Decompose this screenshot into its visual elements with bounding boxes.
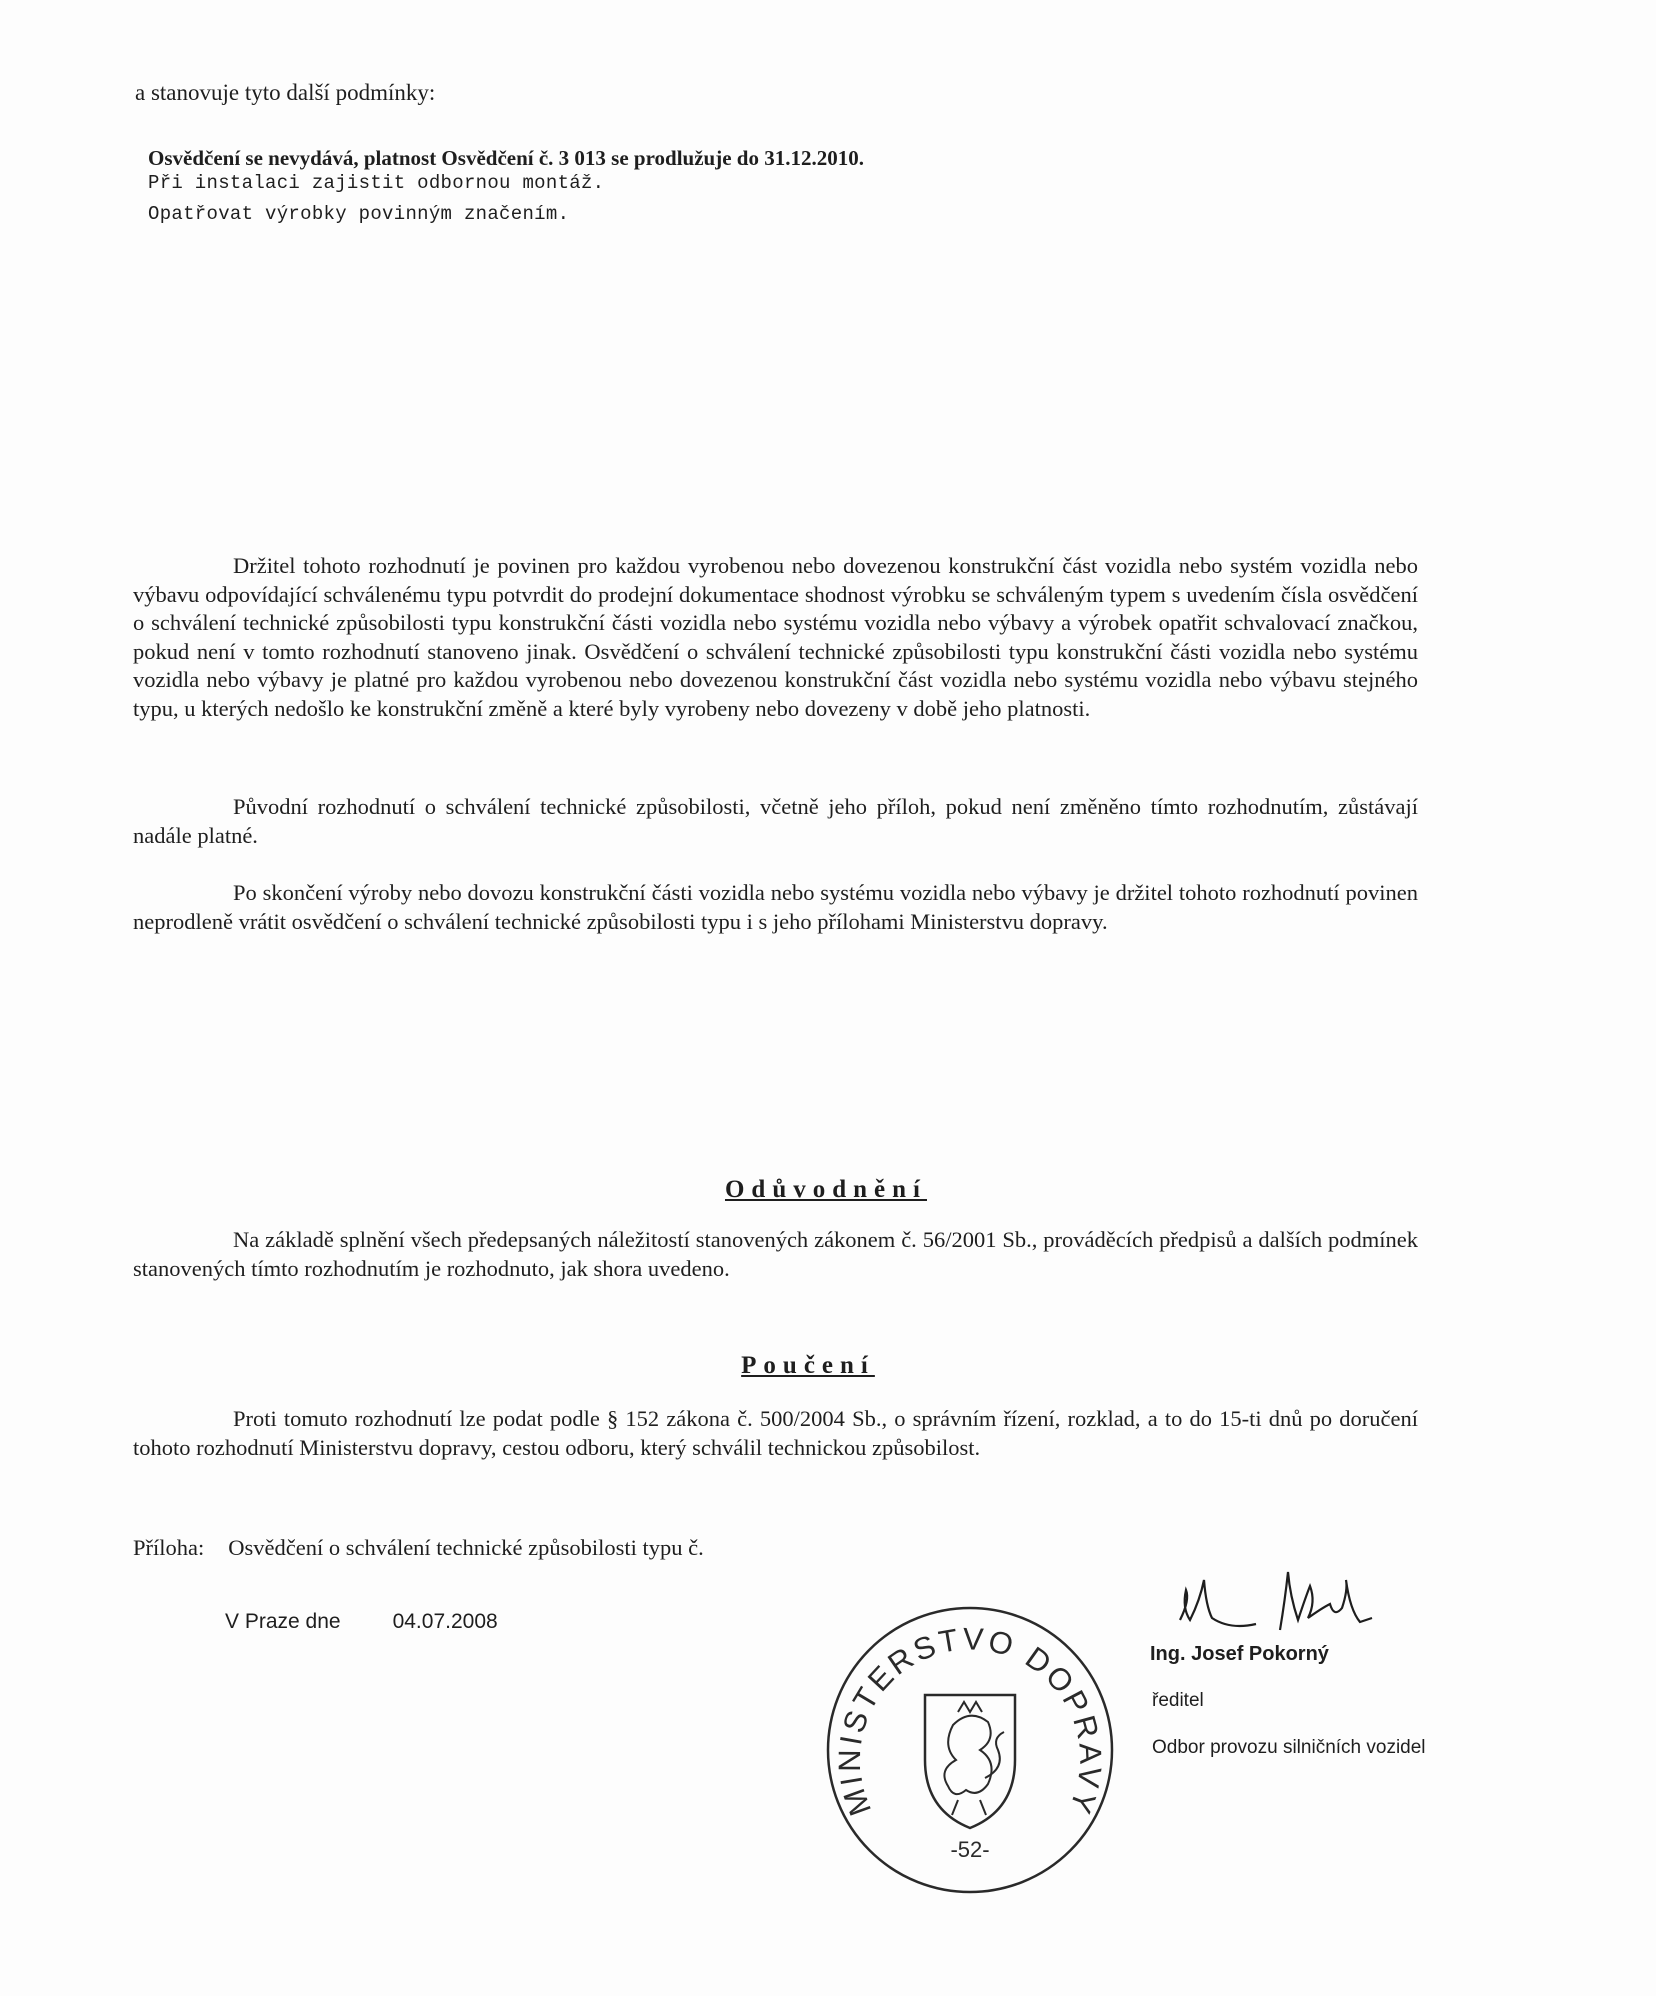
paragraph-original-decision: Původní rozhodnutí o schválení technické způsobilosti, včetně jeho příloh, pokud není změněno tímto rozhodnutím, zůstávají nadále platné. xyxy=(133,794,1418,848)
instruction-text: Proti tomuto rozhodnutí lze podat podle § 152 zákona č. 500/2004 Sb., o správním řízení, rozklad, a to do 15-ti dnů po doručení tohoto rozhodnutí Ministerstvu dopravy, cestou odboru, který schválil technickou způsobilost. xyxy=(133,1406,1418,1460)
paragraph-end-of-production: Po skončení výroby nebo dovozu konstrukční části vozidla nebo systému vozidla nebo výbavy je držitel tohoto rozhodnutí povinen neprodleně vrátit osvědčení o schválení technické způsobilosti typu i s jeho přílohami Ministerstvu dopravy. xyxy=(133,880,1418,934)
stamp-text: MINISTERSTVO DOPRAVY xyxy=(831,1621,1109,1821)
instruction-heading: Poučení xyxy=(741,1352,875,1379)
paragraph-holder-obligations: Držitel tohoto rozhodnutí je povinen pro každou vyrobenou nebo dovezenou konstrukční část vozidla nebo systém vozidla nebo výbavu odpovídající schválenému typu potvrdit do prodejní dokumentace shodnost výrobku se schváleným typem s uvedením čísla osvědčení o schválení technické způsobilosti typu konstrukční části vozidla nebo systému vozidla nebo výbavy a výrobek opatřit schvalovací značkou, pokud není v tomto rozhodnutí stanoveno jinak. Osvědčení o schválení technické způsobilosti typu konstrukční části vozidla nebo systému vozidla nebo výbavy je platné pro každou vyrobenou nebo dovezenou konstrukční část vozidla nebo systému vozidla nebo výbavu stejného typu, u kterých nedošlo ke konstrukční změně a které byly vyrobeny nebo dovezeny v době jeho platnosti. xyxy=(133,553,1418,721)
justification-text: Na základě splnění všech předepsaných náležitostí stanovených zákonem č. 56/2001 Sb., prováděcích předpisů a dalších podmínek stanovených tímto rozhodnutím je rozhodnuto, jak shora uvedeno. xyxy=(133,1227,1418,1281)
signer-name: Ing. Josef Pokorný xyxy=(1150,1643,1329,1665)
attachment-line xyxy=(133,1535,704,1561)
coat-of-arms-icon xyxy=(925,1695,1015,1828)
condition-line-2: Opatřovat výrobky povinným značením. xyxy=(148,203,570,225)
date-value: 04.07.2008 xyxy=(392,1610,498,1633)
handwritten-signature xyxy=(1160,1560,1420,1650)
official-stamp xyxy=(820,1600,1120,1900)
signer-role: ředitel xyxy=(1152,1690,1204,1711)
condition-bold-line: Osvědčení se nevydává, platnost Osvědčení č. 3 013 se prodlužuje do 31.12.2010. xyxy=(148,146,864,170)
place-label: V Praze dne xyxy=(225,1610,341,1633)
intro-line: a stanovuje tyto další podmínky: xyxy=(135,80,436,105)
svg-text:MINISTERSTVO DOPRAVY xyxy=(832,1621,1108,1821)
attachment-label: Příloha: xyxy=(133,1535,205,1560)
place-date xyxy=(225,1610,498,1634)
justification-heading: Odůvodnění xyxy=(724,1176,927,1203)
stamp-number: -52- xyxy=(950,1837,990,1862)
attachment-text: Osvědčení o schválení technické způsobilosti typu č. xyxy=(228,1535,704,1560)
condition-line-1: Při instalaci zajistit odbornou montáž. xyxy=(148,172,605,194)
signer-department: Odbor provozu silničních vozidel xyxy=(1152,1737,1426,1758)
